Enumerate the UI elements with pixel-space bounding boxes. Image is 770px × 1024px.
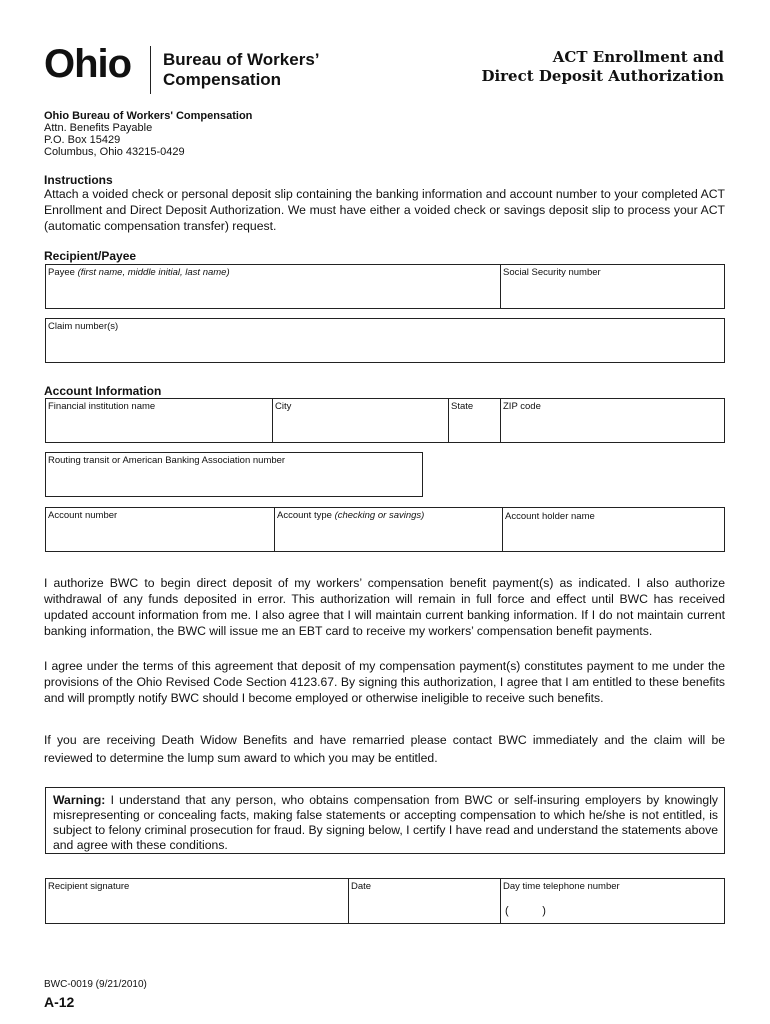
- instructions-heading: Instructions: [44, 173, 113, 187]
- state-label: State: [451, 401, 474, 412]
- signature-field[interactable]: [46, 879, 348, 923]
- date-field[interactable]: [348, 879, 500, 923]
- form-title: [481, 48, 724, 86]
- address-po: P.O. Box 15429: [44, 134, 121, 146]
- phone-area-code: ( ): [505, 905, 546, 917]
- address-org: Ohio Bureau of Workers' Compensation: [44, 110, 253, 122]
- form-title-line-2: Direct Deposit Authorization: [481, 67, 724, 85]
- city-field[interactable]: [272, 399, 448, 442]
- warning-text: I understand that any person, who obtains compensation from BWC or self-insuring employers by knowingly misrepresenting or concealing facts, making false statements or accepting compensation to which he/she is not entitled, is subject to felony criminal prosecution for fraud. By signing below, I certify I have read and understand the statements above and agree with these conditions.: [53, 793, 718, 852]
- claim-label: Claim number(s): [48, 321, 119, 332]
- signature-row: [45, 878, 725, 924]
- form-id: BWC-0019 (9/21/2010): [44, 979, 147, 990]
- account-number-label: Account number: [48, 510, 118, 521]
- routing-field[interactable]: [45, 452, 423, 497]
- payee-label-text: Payee: [48, 267, 75, 278]
- warning-label: Warning:: [53, 793, 106, 807]
- logo-divider: [150, 46, 151, 94]
- agency-line-2: Compensation: [163, 70, 282, 89]
- phone-label: Day time telephone number: [503, 881, 620, 892]
- agency-line-1: Bureau of Workers’: [163, 50, 320, 69]
- payee-field[interactable]: [46, 265, 500, 308]
- claim-number-field[interactable]: [45, 318, 725, 363]
- ssn-field[interactable]: [500, 265, 724, 308]
- ohio-logo: Ohio: [44, 42, 132, 86]
- account-heading: Account Information: [44, 384, 162, 398]
- death-widow-paragraph: If you are receiving Death Widow Benefits and have remarried please contact BWC immediately and the claim will be reviewed to determine the lump sum award to which you may be entitled.: [44, 733, 725, 765]
- ssn-label: Social Security number: [503, 267, 601, 278]
- account-type-label-text: Account type: [277, 510, 332, 521]
- page-label: A-12: [44, 994, 75, 1010]
- payee-hint: (first name, middle initial, last name): [77, 267, 230, 278]
- address-city: Columbus, Ohio 43215-0429: [44, 146, 185, 158]
- account-type-hint: (checking or savings): [334, 510, 425, 521]
- holder-field[interactable]: [502, 508, 724, 551]
- signature-label: Recipient signature: [48, 881, 130, 892]
- mailing-address: [44, 110, 252, 158]
- authorization-paragraph-1: I authorize BWC to begin direct deposit of my workers’ compensation benefit payment(s) as indicated. I also authorize withdrawal of any funds deposited in error. This authorization will remain in full force and effect until BWC has received updated account information from me. I also agree that I will maintain current banking information. If I do not maintain current banking information, the BWC will issue me an EBT card to receive my workers’ compensation benefit payments.: [44, 576, 725, 638]
- account-row: [45, 507, 725, 552]
- account-type-label: [277, 510, 424, 521]
- institution-row: [45, 398, 725, 443]
- form-title-line-1: ACT Enrollment and: [552, 48, 724, 66]
- institution-label: Financial institution name: [48, 401, 156, 412]
- payee-row: [45, 264, 725, 309]
- city-label: City: [275, 401, 292, 412]
- state-field[interactable]: [448, 399, 500, 442]
- routing-label: Routing transit or American Banking Association number: [48, 455, 286, 466]
- institution-field[interactable]: [46, 399, 272, 442]
- account-number-field[interactable]: [46, 508, 274, 551]
- zip-field[interactable]: [500, 399, 724, 442]
- phone-field[interactable]: [500, 879, 724, 923]
- warning-box: [45, 787, 725, 854]
- zip-label: ZIP code: [503, 401, 541, 412]
- account-type-field[interactable]: [274, 508, 502, 551]
- instructions-text: Attach a voided check or personal deposit slip containing the banking information and account number to your completed ACT Enrollment and Direct Deposit Authorization. We must have either a voided check or savings deposit slip to process your ACT (automatic compensation transfer) request.: [44, 187, 725, 233]
- recipient-heading: Recipient/Payee: [44, 249, 137, 263]
- authorization-paragraph-2: I agree under the terms of this agreement that deposit of my compensation payment(s) constitutes payment to me under the provisions of the Ohio Revised Code Section 4123.67. By signing this authorization, I agree that I am entitled to these benefits and will promptly notify BWC should I become employed or otherwise ineligible to receive such benefits.: [44, 659, 725, 705]
- address-attn: Attn. Benefits Payable: [44, 122, 153, 134]
- agency-name: [163, 50, 320, 90]
- date-label: Date: [351, 881, 372, 892]
- holder-label: Account holder name: [505, 511, 595, 522]
